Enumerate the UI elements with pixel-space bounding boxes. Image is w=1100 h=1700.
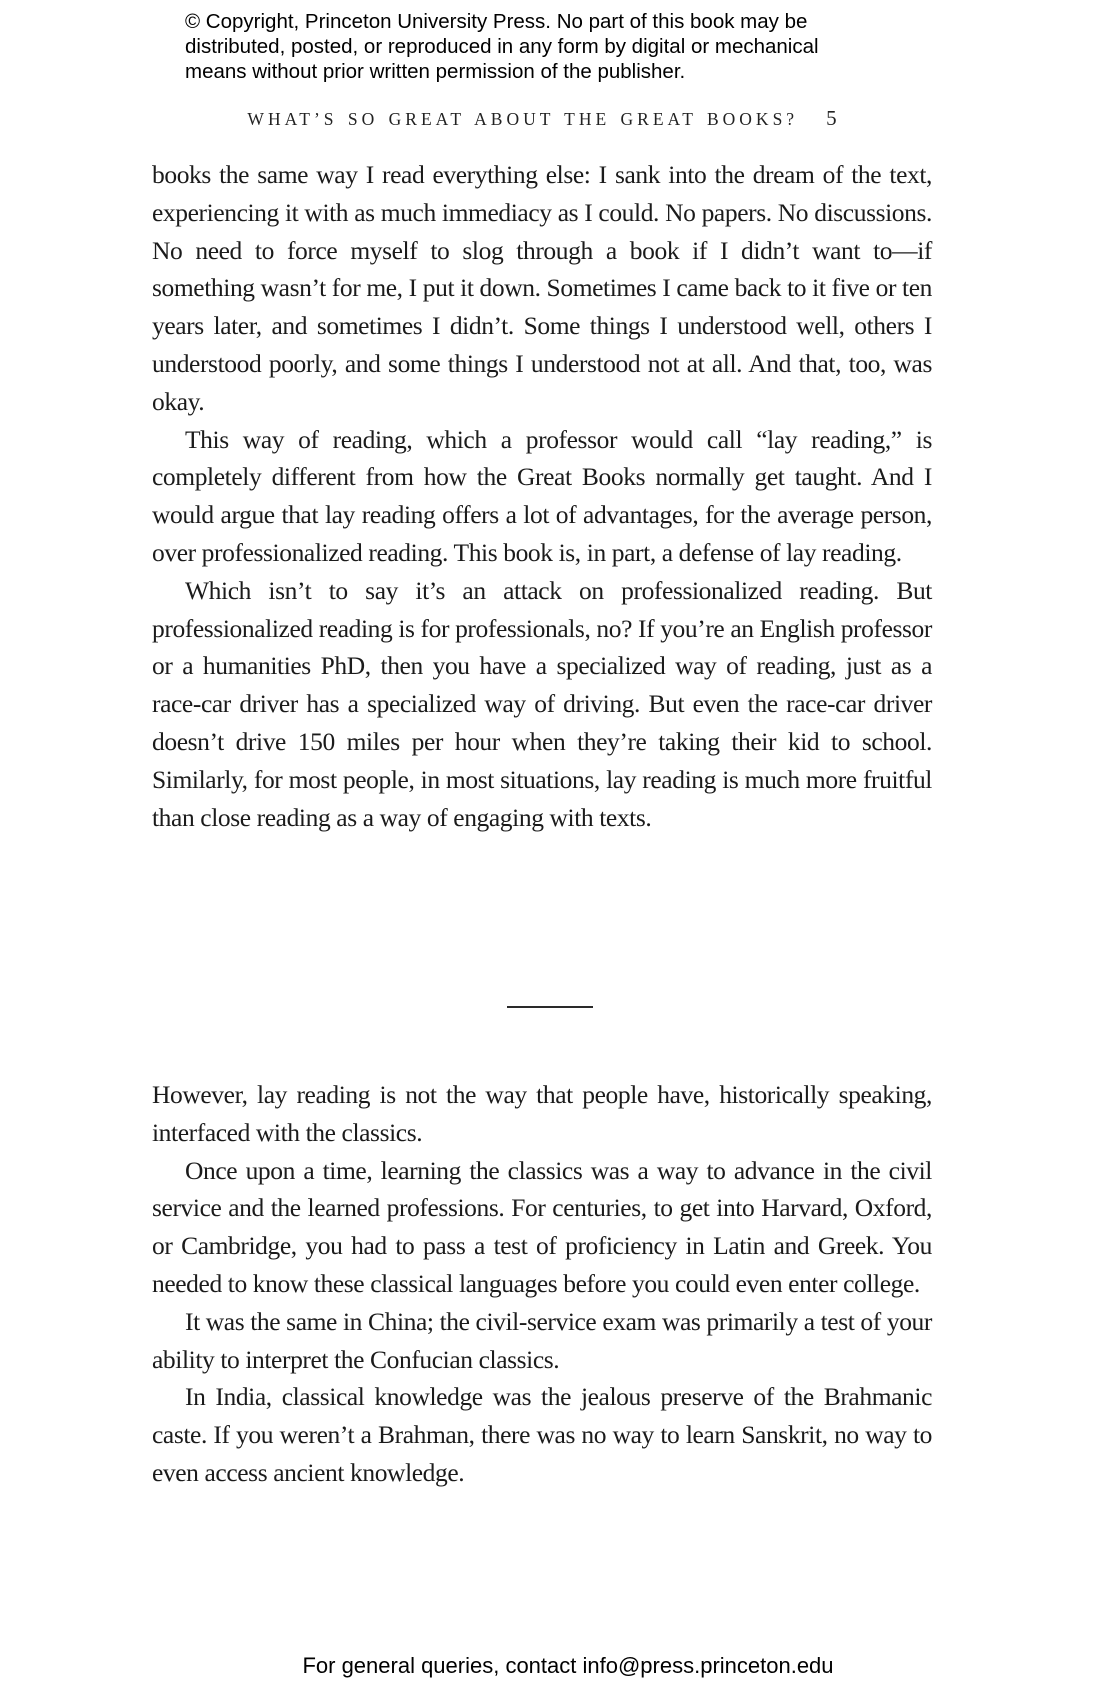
body-paragraph: This way of reading, which a professor would call “lay reading,” is completely different from how the Great Books normally get taught. And I would argue that lay reading offers a lot of advantages, for the average person, over professionalized reading. This book is, in part, a defense of lay reading. <box>152 424 932 567</box>
copyright-line-2: distributed, posted, or reproduced in any form by digital or mechanical <box>185 35 819 58</box>
body-paragraph: books the same way I read everything else: I sank into the dream of the text, experiencing it with as much immediacy as I could. No papers. No discussions. No need to force myself to slog through a book if I didn’t want to—if something wasn’t for me, I put it down. Sometimes I came back to it five or ten years later, and sometimes I didn’t. Some things I understood well, others I understood poorly, and some things I understood not at all. And that, too, was okay. <box>152 160 932 416</box>
body-paragraph: Once upon a time, learning the classics was a way to advance in the civil service and the learned professions. For centuries, to get into Harvard, Oxford, or Cambridge, you had to pass a test of proficiency in Latin and Greek. You needed to know these classical languages before you could even enter college. <box>152 1155 932 1298</box>
page-number: 5 <box>826 106 837 130</box>
footer-contact: For general queries, contact info@press.princeton.edu <box>302 1653 834 1678</box>
text-section-1 <box>152 156 932 836</box>
running-head <box>152 106 932 131</box>
body-paragraph: Which isn’t to say it’s an attack on professionalized reading. But professionalized reading is for professionals, no? If you’re an English professor or a humanities PhD, then you have a specialized way of reading, just as a race-car driver has a specialized way of driving. But even the race-car driver doesn’t drive 150 miles per hour when they’re taking their kid to school. Similarly, for most people, in most situations, lay reading is much more fruitful than close reading as a way of engaging with texts. <box>152 575 932 832</box>
body-paragraph: It was the same in China; the civil-service exam was primarily a test of your ability to interpret the Confucian classics. <box>152 1306 932 1374</box>
section-break-rule <box>507 1006 593 1008</box>
running-head-title: WHAT’S SO GREAT ABOUT THE GREAT BOOKS? <box>247 109 799 129</box>
copyright-line-1: © Copyright, Princeton University Press. No part of this book may be <box>185 10 808 33</box>
text-section-2 <box>152 1076 932 1492</box>
body-paragraph: In India, classical knowledge was the jealous preserve of the Brahmanic caste. If you weren’t a Brahman, there was no way to learn Sanskrit, no way to even access ancient knowledge. <box>152 1382 932 1487</box>
copyright-notice <box>185 9 865 84</box>
copyright-line-3: means without prior written permission of the publisher. <box>185 60 686 83</box>
body-paragraph: However, lay reading is not the way that people have, historically speaking, interfaced with the classics. <box>152 1080 932 1147</box>
